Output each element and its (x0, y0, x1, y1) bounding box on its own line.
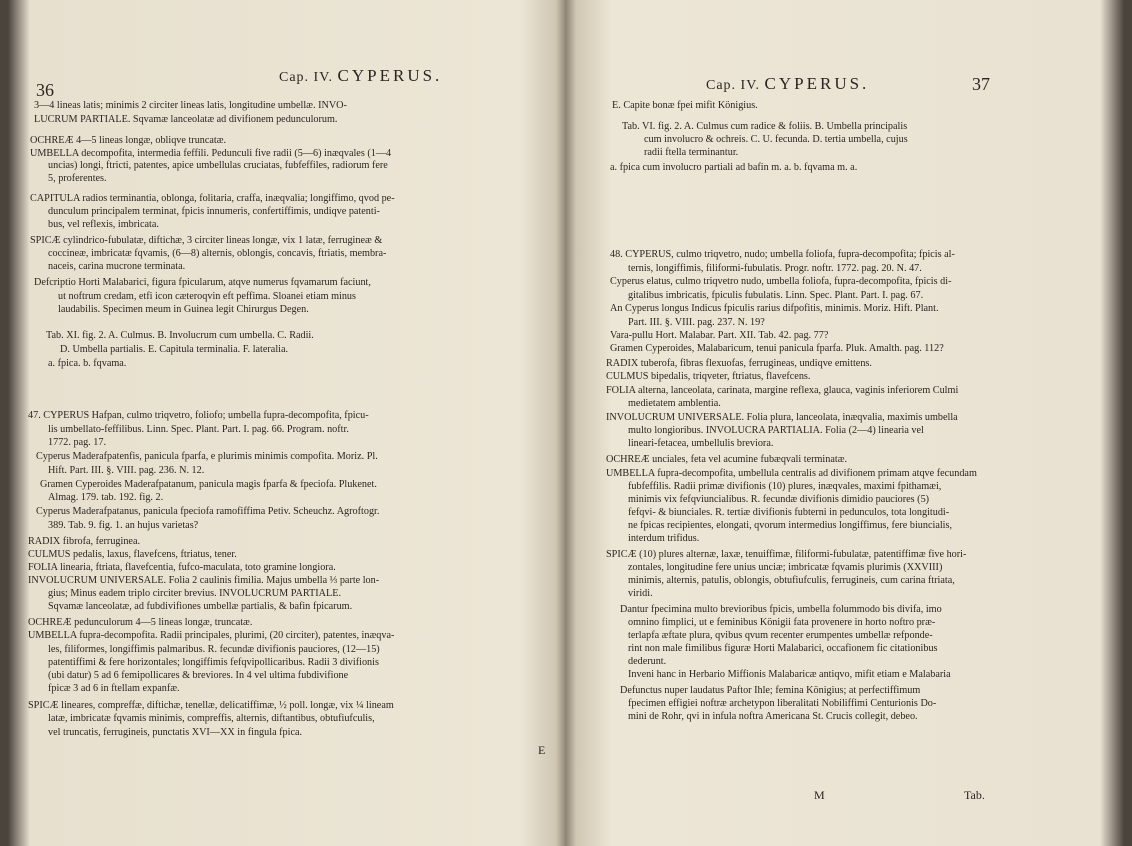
text-line: 47. CYPERUS Hafpan, culmo triqvetro, foliofo; umbella fupra-decompofita, fpicu- (28, 410, 369, 421)
text-line: 1772. pag. 17. (48, 437, 107, 448)
text-line: Almag. 179. tab. 192. fig. 2. (48, 492, 164, 503)
text-line: zontales, longitudine fere unius unciæ; imbricatæ fqvamis plurimis (XXVIII) (628, 562, 943, 573)
text-line: radii ftella terminantur. (644, 147, 739, 158)
text-line: SPICÆ cylindrico-fubulatæ, diftichæ, 3 circiter lineas longæ, vix 1 latæ, ferrugineæ & (30, 235, 383, 246)
text-line: a. fpica cum involucro partiali ad bafin m. a. b. fqvama m. a. (610, 162, 858, 173)
text-line: les, filiformes, longiffimis palmaribus. R. fecundæ divifionis pauciores, (12—15) (48, 644, 380, 655)
text-line: Tab. VI. fig. 2. A. Culmus cum radice & foliis. B. Umbella principalis (622, 121, 908, 132)
text-line: interdum trifidus. (628, 533, 700, 544)
text-line: OCHREÆ pedunculorum 4—5 lineas longæ, truncatæ. (28, 617, 253, 628)
text-line: ne fpicas recipientes, elongati, qvorum intermedius longiffimus, fere biuncialis, (628, 520, 953, 531)
right-page (576, 0, 1106, 846)
text-line: minimis, alternis, patulis, oblongis, obtufiufculis, ferrugineis, cum carina ftriata, (628, 575, 955, 586)
text-line: multo longioribus. INVOLUCRA PARTIALIA. Folia (2—4) linearia vel (628, 425, 924, 436)
text-line: Defunctus nuper laudatus Paftor Ihle; femina Königius; at perfectiffimum (620, 685, 921, 696)
text-line: An Cyperus longus Indicus fpiculis rarius difpofitis, minimis. Moriz. Hift. Plant. (610, 303, 939, 314)
text-line: LUCRUM PARTIALE. Sqvamæ lanceolatæ ad divifionem pedunculorum. (34, 114, 338, 125)
text-line: Defcriptio Horti Malabarici, figura fpicularum, atqve numerus fqvamarum faciunt, (34, 277, 371, 288)
text-line: fubfeffilis. Radii primæ divifionis (10) plures, inæqvales, maximi fpithamæi, (628, 481, 942, 492)
text-line: CULMUS bipedalis, triqveter, ftriatus, flavefcens. (606, 371, 811, 382)
header-chapter: Cap. IV. (706, 78, 761, 93)
text-line: INVOLUCRUM UNIVERSALE. Folia 2 caulinis fimilia. Majus umbella ⅓ parte lon- (28, 575, 380, 586)
header-title: CYPERUS. (764, 74, 870, 93)
text-line: terlapfa æftate plura, qvibus qvum recenter erumpentes umbellæ refponde- (628, 630, 933, 641)
text-line: Sqvamæ lanceolatæ, ad fubdivifiones umbellæ partialis, & bafin fpicarum. (48, 601, 353, 612)
header-title: CYPERUS. (337, 66, 443, 85)
signature-mark: M (814, 788, 825, 802)
text-line: OCHREÆ 4—5 lineas longæ, obliqve truncatæ. (30, 135, 227, 146)
text-line: naceis, carina mucrone terminata. (48, 261, 186, 272)
text-line: Vara-pullu Hort. Malabar. Part. XII. Tab. 42. pag. 77? (610, 330, 829, 341)
text-line: Dantur fpecimina multo brevioribus fpicis, umbella folummodo bis divifa, imo (620, 604, 942, 615)
text-line: latæ, imbricatæ fqvamis minimis, compreffis, alternis, diftantibus, obtufiufculis, (48, 713, 375, 724)
text-line: cum involucro & ochreis. C. U. fecunda. D. tertia umbella, cujus (644, 134, 908, 145)
text-line: RADIX fibrofa, ferruginea. (28, 536, 141, 547)
text-line: lineari-fetacea, umbellulis breviora. (628, 438, 774, 449)
text-line: lis umbellato-feffilibus. Linn. Spec. Plant. Part. I. pag. 66. Program. noftr. (48, 424, 349, 435)
text-line: 48. CYPERUS, culmo triqvetro, nudo; umbella foliofa, fupra-decompofita; fpicis al- (610, 249, 955, 260)
text-line: laudabilis. Specimen meum in Guinea legit Chirurgus Degen. (58, 304, 309, 315)
text-line: dunculum principalem terminat, fpicis innumeris, confertiffimis, undiqve patenti- (48, 206, 380, 217)
text-line: patentiffimi & fere horizontales; longiffimis fefqvipollicaribus. Radii 3 divifionis (48, 657, 379, 668)
text-line: ternis, longiffimis, filiformi-fubulatis. Progr. noftr. 1772. pag. 20. N. 47. (628, 263, 922, 274)
text-line: viridi. (628, 588, 653, 599)
text-line: fpecimen effigiei noftræ archetypon liberalitati Nobiliffimi Centurionis Do- (628, 698, 937, 709)
text-line: rint non male fimilibus figuræ Horti Malabarici, occafionem fic citationibus (628, 643, 938, 654)
text-line: CAPITULA radios terminantia, oblonga, folitaria, craffa, inæqvalia; longiffimo, qvod pe- (30, 193, 395, 204)
text-line: 389. Tab. 9. fig. 1. an hujus varietas? (48, 520, 199, 531)
running-header (279, 66, 442, 86)
text-line: Hift. Part. III. §. VIII. pag. 236. N. 12. (48, 465, 205, 476)
text-line: Cyperus elatus, culmo triqvetro nudo, umbella foliofa, fupra-decompofita, fpicis di- (610, 276, 952, 287)
text-line: ut noftrum credam, etfi icon cæteroqvin eft peffima. Sloanei etiam minus (58, 291, 356, 302)
text-line: a. fpica. b. fqvama. (48, 358, 127, 369)
text-line: coccineæ, imbricatæ fqvamis, (6—8) alternis, oblongis, concavis, ftriatis, membra- (48, 248, 387, 259)
text-line: UMBELLA decompofita, intermedia feffili. Pedunculi five radii (5—6) inæqvales (1—4 (30, 148, 392, 159)
text-line: gius; Minus eadem triplo circiter brevius. INVOLUCRUM PARTIALE. (48, 588, 341, 599)
text-line: CULMUS pedalis, laxus, flavefcens, ftriatus, tener. (28, 549, 237, 560)
text-line: vel truncatis, ferrugineis, punctatis XVI—XX in fingula fpica. (48, 727, 303, 738)
text-line: minimis vix fefqviuncialibus. R. fecundæ divifionis dimidio pauciores (5) (628, 494, 930, 505)
text-line: dederunt. (628, 656, 667, 667)
text-line: medietatem amblentia. (628, 398, 721, 409)
text-line: mini de Rohr, qvi in infula noftra Americana St. Crucis collegit, debeo. (628, 711, 918, 722)
text-line: Cyperus Maderafpatenfis, panicula fparfa, e plurimis minimis compofita. Moriz. Pl. (36, 451, 378, 462)
text-line: E. Capite bonæ fpei mifit Königius. (612, 100, 758, 111)
signature-mark: E (538, 743, 546, 757)
left-page (26, 0, 554, 846)
text-line: SPICÆ lineares, compreffæ, diftichæ, tenellæ, delicatiffimæ, ½ poll. longæ, vix ¼ lineam (28, 700, 394, 711)
text-line: OCHREÆ unciales, feta vel acumine fubæqvali terminatæ. (606, 454, 848, 465)
text-line: RADIX tuberofa, fibras flexuofas, ferrugineas, undiqve emittens. (606, 358, 872, 369)
text-line: FOLIA alterna, lanceolata, carinata, margine reflexa, glauca, vaginis inferiorem Culmi (606, 385, 959, 396)
text-line: gitalibus imbricatis, fpiculis fubulatis. Linn. Spec. Plant. Part. I. pag. 67. (628, 290, 924, 301)
text-line: Tab. XI. fig. 2. A. Culmus. B. Involucrum cum umbella. C. Radii. (46, 330, 314, 341)
text-line: Gramen Cyperoides Maderafpatanum, panicula magis fparfa & fpeciofa. Plukenet. (40, 479, 377, 490)
running-header (706, 74, 869, 94)
text-line: Inveni hanc in Herbario Miffionis Malabaricæ antiqvo, mifit etiam e Malabaria (628, 669, 951, 680)
text-line: UMBELLA fupra-decompofita, umbellula centralis ad divifionem primam atqve fecundam (606, 468, 977, 479)
text-line: UMBELLA fupra-decompofita. Radii principales, plurimi, (20 circiter), patentes, inæqva- (28, 630, 395, 641)
text-line: (ubi datur) 5 ad 6 femipollicares & breviores. In 4 vel ultima fubdivifione (48, 670, 349, 681)
page-number: 37 (972, 74, 990, 94)
text-line: bus, vel reflexis, imbricata. (48, 219, 159, 230)
text-line: D. Umbella partialis. E. Capitula terminalia. F. lateralia. (60, 344, 289, 355)
text-line: INVOLUCRUM UNIVERSALE. Folia plura, lanceolata, inæqvalia, maximis umbella (606, 412, 958, 423)
text-line: SPICÆ (10) plures alternæ, laxæ, tenuiffimæ, filiformi-fubulatæ, patentiffimæ five hori- (606, 549, 967, 560)
text-line: fefqvi- & biunciales. R. tertiæ divifionis fubterni in pedunculos, tota longitudi- (628, 507, 950, 518)
text-line: 3—4 lineas latis; minimis 2 circiter lineas latis, longitudine umbellæ. INVO- (34, 100, 347, 111)
text-line: fpicæ 3 ad 6 in ftellam expanfæ. (48, 683, 180, 694)
header-chapter: Cap. IV. (279, 70, 334, 85)
text-line: FOLIA linearia, ftriata, flavefcentia, fufco-maculata, toto gramine longiora. (28, 562, 336, 573)
text-line: omnino fimplici, ut e feminibus Königii fata provenere in horto noftro præ- (628, 617, 936, 628)
text-line: Cyperus Maderafpatanus, panicula fpeciofa ramofiffima Petiv. Scheuchz. Agroftogr. (36, 506, 380, 517)
text-line: 5, proferentes. (48, 173, 107, 184)
text-line: Gramen Cyperoides, Malabaricum, tenui panicula fparfa. Pluk. Amalth. pag. 112? (610, 343, 944, 354)
text-line: uncias) longi, ftricti, patentes, apice umbellulas cruciatas, fubfeffiles, radiorum fere (48, 160, 388, 171)
text-line: Part. III. §. VIII. pag. 237. N. 19? (628, 317, 765, 328)
catchword: Tab. (964, 788, 985, 802)
page-number: 36 (36, 80, 54, 100)
